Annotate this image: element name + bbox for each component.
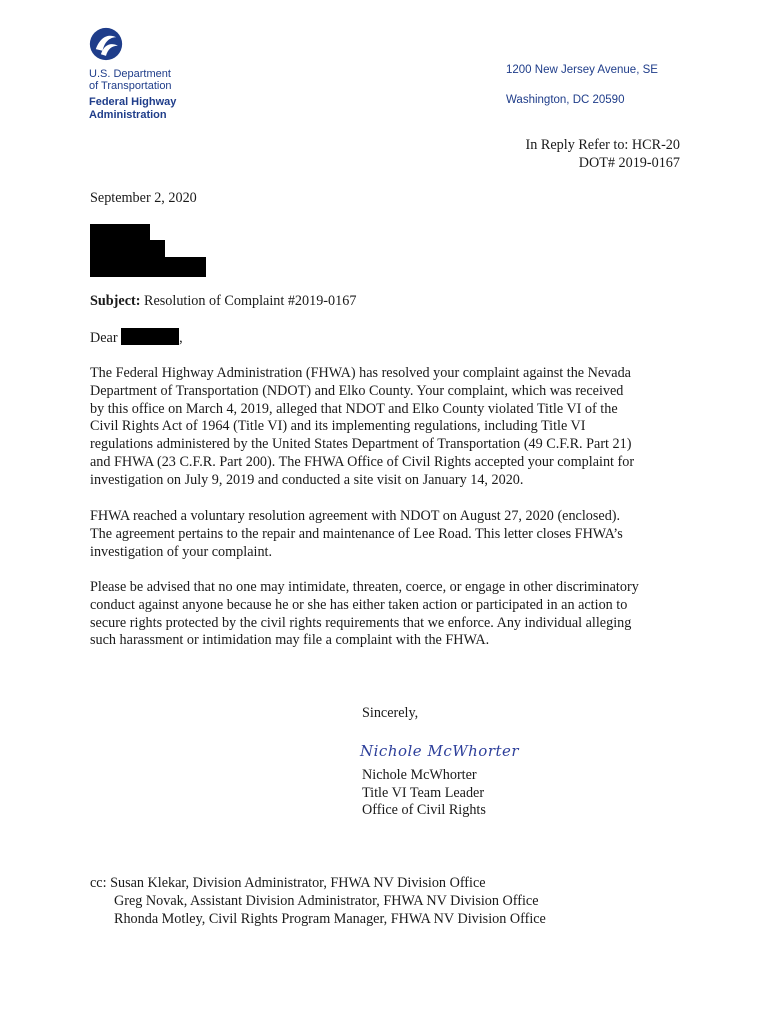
closing: Sincerely, <box>362 705 419 721</box>
agency-block <box>89 68 176 122</box>
cc-line: Greg Novak, Assistant Division Administrator, FHWA NV Division Office <box>114 893 539 909</box>
text-line: by this office on March 4, 2019, alleged that NDOT and Elko County violated Title VI of the <box>90 400 618 417</box>
dept-line-2: of Transportation <box>89 80 172 92</box>
text-line: The agreement pertains to the repair and maintenance of Lee Road. This letter closes FHWA’s <box>90 525 623 542</box>
signatory-name: Nichole McWhorter <box>362 767 477 783</box>
cc-list <box>90 874 546 928</box>
reference-block <box>526 137 680 173</box>
text-line: FHWA reached a voluntary resolution agreement with NDOT on August 27, 2020 (enclosed). <box>90 508 621 524</box>
signatory-block <box>362 767 486 820</box>
subject-line <box>90 293 356 311</box>
text-line: conduct against anyone because he or she has either taken action or participated in an action to <box>90 596 628 613</box>
text-line: regulations administered by the United States Department of Transportation (49 C.F.R. Part 21) <box>90 436 632 453</box>
text-line: Civil Rights Act of 1964 (Title VI) and its implementing regulations, including Title VI <box>90 418 586 435</box>
text-line: The Federal Highway Administration (FHWA) has resolved your complaint against the Nevada <box>90 365 631 381</box>
text-line: investigation of your complaint. <box>90 543 273 560</box>
signatory-office: Office of Civil Rights <box>362 802 486 818</box>
text-line: and FHWA (23 C.F.R. Part 200). The FHWA Office of Civil Rights accepted your complaint for <box>90 453 635 470</box>
text-line: such harassment or intimidation may file a complaint with the FHWA. <box>90 632 490 649</box>
cc-line: Rhonda Motley, Civil Rights Program Manager, FHWA NV Division Office <box>114 911 546 927</box>
address-line-1: 1200 New Jersey Avenue, SE <box>506 64 658 76</box>
subject-text: Resolution of Complaint #2019-0167 <box>140 293 357 309</box>
text-line: Please be advised that no one may intimidate, threaten, coerce, or engage in other discriminatory <box>90 579 639 595</box>
reply-refer: In Reply Refer to: HCR-20 <box>525 137 680 153</box>
salutation <box>90 328 183 348</box>
letter-date: September 2, 2020 <box>90 190 197 206</box>
redaction-block <box>90 240 165 258</box>
salutation-prefix: Dear <box>90 330 122 346</box>
paragraph-2 <box>90 508 690 561</box>
paragraph-3 <box>90 579 690 650</box>
agency-line-1: Federal Highway <box>89 96 177 108</box>
handwritten-signature: Nichole McWhorter <box>360 742 520 760</box>
text-line: secure rights protected by the civil rights requirements that we enforce. Any individual alleging <box>90 614 632 631</box>
redaction-block <box>90 257 206 277</box>
agency-line-2: Administration <box>89 109 167 121</box>
address-line-2: Washington, DC 20590 <box>506 94 625 106</box>
text-line: investigation on July 9, 2019 and conducted a site visit on January 14, 2020. <box>90 471 524 488</box>
cc-line: cc: Susan Klekar, Division Administrator, FHWA NV Division Office <box>90 875 486 891</box>
paragraph-1 <box>90 365 690 490</box>
redaction-block <box>121 328 179 345</box>
dept-line-1: U.S. Department <box>89 68 171 80</box>
signatory-title: Title VI Team Leader <box>362 784 485 801</box>
subject-label: Subject: <box>90 293 141 309</box>
dot-logo-icon <box>89 27 123 61</box>
text-line: Department of Transportation (NDOT) and Elko County. Your complaint, which was received <box>90 382 624 399</box>
dot-number: DOT# 2019-0167 <box>578 154 680 171</box>
salutation-suffix: , <box>179 330 183 346</box>
